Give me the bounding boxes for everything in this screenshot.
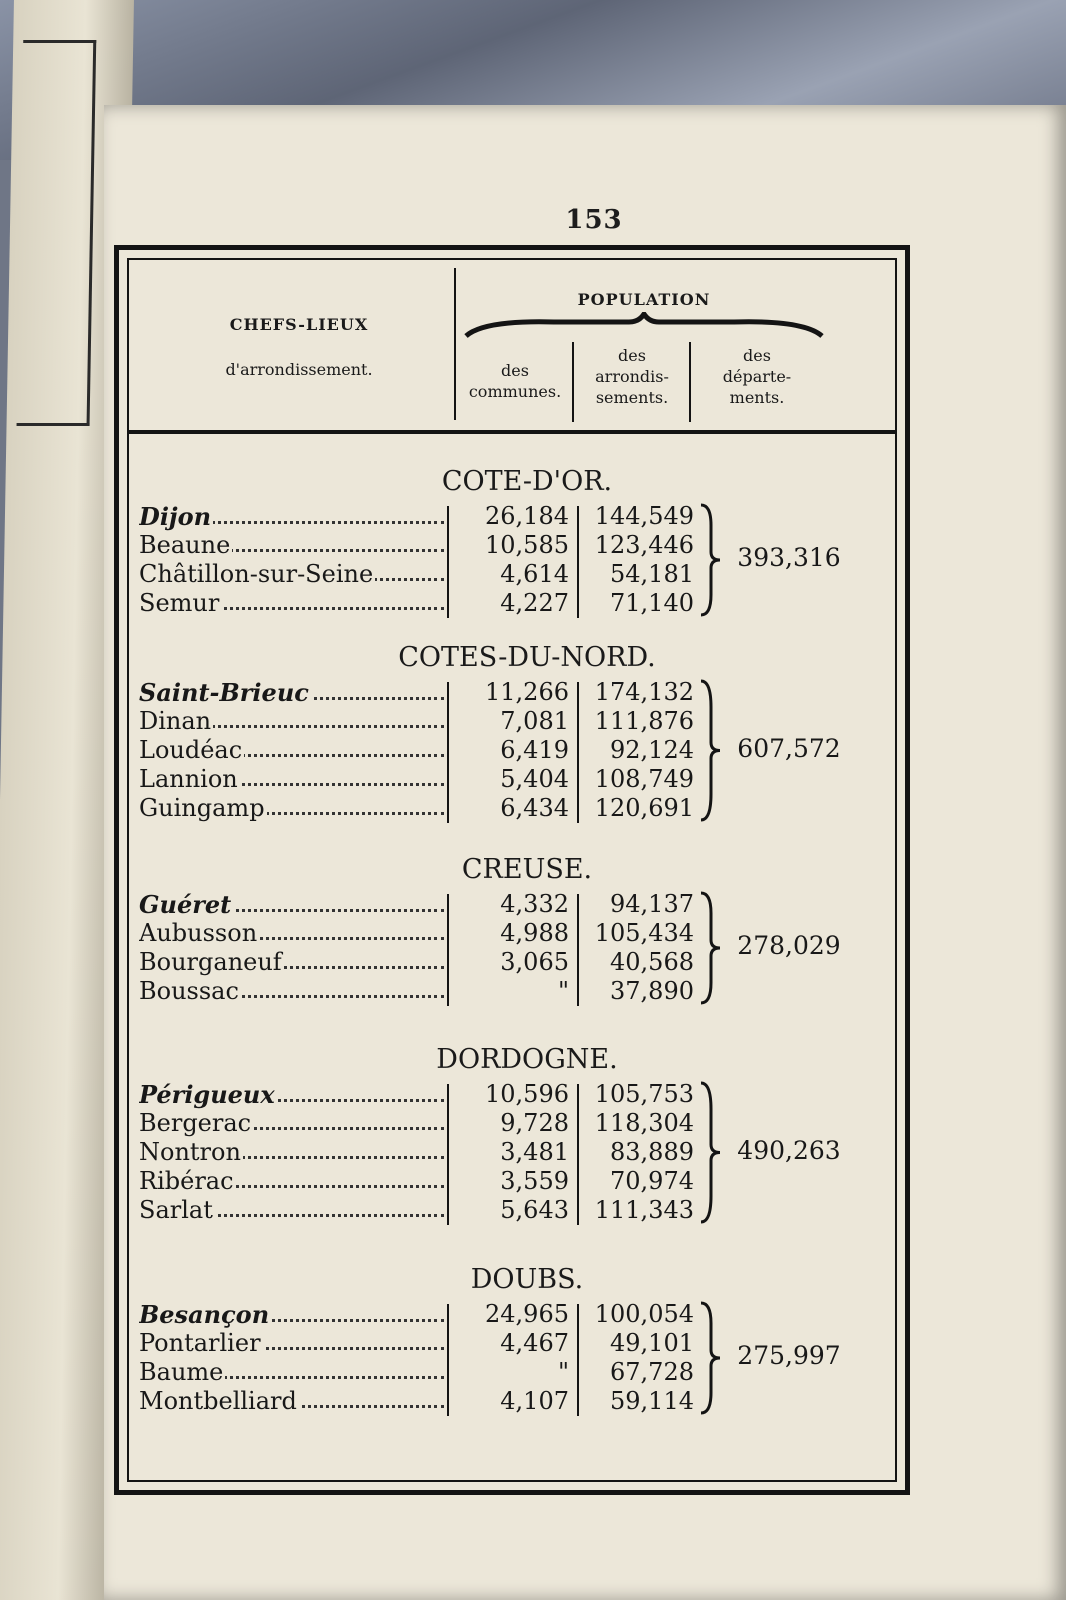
arrondissement-name: Beaune xyxy=(139,531,444,560)
population-arrondissement: 49,101 xyxy=(610,1329,694,1357)
population-arrondissement: 100,054 xyxy=(594,1300,694,1328)
table-row xyxy=(129,890,895,919)
curly-brace-icon xyxy=(697,890,723,1006)
population-arrondissement: 123,446 xyxy=(594,531,694,559)
header-col-divider xyxy=(689,342,691,422)
department-total: 490,263 xyxy=(737,1135,841,1165)
column-divider xyxy=(577,1304,579,1416)
header-arrondissements: des arrondis- sements. xyxy=(595,346,669,407)
header-divider xyxy=(454,268,456,420)
arrondissement-name: Baume xyxy=(139,1358,444,1387)
population-communes: " xyxy=(557,1358,569,1386)
population-communes: 3,559 xyxy=(500,1167,569,1195)
arrondissement-name: Guingamp xyxy=(139,794,444,823)
department-total: 275,997 xyxy=(737,1341,841,1370)
department-rows xyxy=(129,1080,895,1231)
arrondissement-name: Guéret xyxy=(139,890,444,920)
population-arrondissement: 111,876 xyxy=(594,707,694,735)
arrondissement-name: Dijon xyxy=(139,502,444,532)
department-title: DORDOGNE. xyxy=(436,1044,618,1075)
facing-page-frame xyxy=(17,40,97,426)
population-arrondissement: 71,140 xyxy=(610,589,694,617)
population-communes: 4,467 xyxy=(500,1329,569,1357)
table-frame xyxy=(114,245,910,1495)
table-row xyxy=(129,1387,895,1416)
population-arrondissement: 54,181 xyxy=(610,560,694,588)
population-arrondissement: 105,753 xyxy=(594,1080,694,1108)
arrondissement-name: Boussac xyxy=(139,977,444,1006)
population-arrondissement: 94,137 xyxy=(610,890,694,918)
arrondissement-name: Besançon xyxy=(139,1300,444,1330)
population-arrondissement: 118,304 xyxy=(594,1109,694,1137)
arrondissement-name: Lannion xyxy=(139,765,444,794)
population-communes: 9,728 xyxy=(500,1109,569,1137)
table-row xyxy=(129,589,895,618)
table-row xyxy=(129,765,895,794)
column-divider xyxy=(447,506,449,618)
header-arrondissement: d'arrondissement. xyxy=(225,360,373,379)
population-communes: 10,585 xyxy=(485,531,569,559)
department-title: COTES-DU-NORD. xyxy=(398,642,656,673)
header-col-divider xyxy=(572,342,574,422)
table-row xyxy=(129,678,895,707)
curly-brace-icon xyxy=(697,678,723,823)
department-rows xyxy=(129,1300,895,1422)
page-number: 153 xyxy=(565,205,623,235)
arrondissement-name: Sarlat xyxy=(139,1196,444,1225)
department-section xyxy=(129,1260,895,1422)
population-arrondissement: 174,132 xyxy=(594,678,694,706)
table-row xyxy=(129,794,895,823)
arrondissement-name: Nontron xyxy=(139,1138,444,1167)
population-arrondissement: 105,434 xyxy=(594,919,694,947)
arrondissement-name: Ribérac xyxy=(139,1167,444,1196)
arrondissement-name: Bergerac xyxy=(139,1109,444,1138)
population-communes: 24,965 xyxy=(485,1300,569,1328)
department-section xyxy=(129,1040,895,1231)
population-communes: 5,404 xyxy=(500,765,569,793)
department-total: 393,316 xyxy=(737,543,841,572)
header-chefs-lieux: CHEFS-LIEUX xyxy=(229,315,369,334)
population-arrondissement: 144,549 xyxy=(594,502,694,530)
curly-brace-icon xyxy=(697,1300,723,1416)
population-communes: 4,332 xyxy=(500,890,569,918)
department-total: 607,572 xyxy=(737,733,841,763)
population-communes: 4,614 xyxy=(500,560,569,588)
population-communes: 26,184 xyxy=(485,502,569,530)
arrondissement-name: Semur xyxy=(139,589,444,618)
department-title: COTE-D'OR. xyxy=(441,466,613,497)
population-arrondissement: 37,890 xyxy=(610,977,694,1005)
arrondissement-name: Loudéac xyxy=(139,736,444,765)
column-divider xyxy=(577,506,579,618)
department-rows xyxy=(129,502,895,624)
table-row xyxy=(129,502,895,531)
header-population: POPULATION xyxy=(577,290,711,309)
arrondissement-name: Dinan xyxy=(139,707,444,736)
arrondissement-name: Montbelliard xyxy=(139,1387,444,1416)
department-rows xyxy=(129,678,895,829)
column-divider xyxy=(447,1084,449,1225)
population-arrondissement: 67,728 xyxy=(610,1358,694,1386)
population-arrondissement: 83,889 xyxy=(610,1138,694,1166)
population-communes: 7,081 xyxy=(500,707,569,735)
population-arrondissement: 59,114 xyxy=(610,1387,694,1415)
header-rule xyxy=(129,430,895,434)
header-departements: des départe- ments. xyxy=(722,346,792,407)
population-communes: 5,643 xyxy=(500,1196,569,1224)
population-communes: 10,596 xyxy=(485,1080,569,1108)
population-communes: " xyxy=(557,977,569,1005)
arrondissement-name: Bourganeuf xyxy=(139,948,444,977)
table-row xyxy=(129,1080,895,1109)
population-arrondissement: 108,749 xyxy=(594,765,694,793)
department-section xyxy=(129,638,895,829)
arrondissement-name: Châtillon-sur-Seine xyxy=(139,560,444,589)
department-title: DOUBS. xyxy=(470,1264,584,1295)
arrondissement-name: Périgueux xyxy=(139,1080,444,1110)
department-section xyxy=(129,462,895,624)
table-row xyxy=(129,707,895,736)
population-communes: 4,107 xyxy=(500,1387,569,1415)
book-page xyxy=(104,105,1066,1600)
population-arrondissement: 111,343 xyxy=(594,1196,694,1224)
curly-brace-icon xyxy=(697,502,723,618)
column-divider xyxy=(447,1304,449,1416)
population-communes: 11,266 xyxy=(485,678,569,706)
column-divider xyxy=(577,894,579,1006)
department-total: 278,029 xyxy=(737,931,841,960)
arrondissement-name: Pontarlier xyxy=(139,1329,444,1358)
arrondissement-name: Saint-Brieuc xyxy=(139,678,444,708)
department-section xyxy=(129,850,895,1012)
population-brace-icon xyxy=(464,312,824,342)
population-arrondissement: 92,124 xyxy=(610,736,694,764)
population-communes: 4,988 xyxy=(500,919,569,947)
column-divider xyxy=(577,1084,579,1225)
table-row xyxy=(129,1167,895,1196)
population-communes: 4,227 xyxy=(500,589,569,617)
curly-brace-icon xyxy=(697,1080,723,1225)
population-arrondissement: 40,568 xyxy=(610,948,694,976)
population-arrondissement: 120,691 xyxy=(594,794,694,822)
table-row xyxy=(129,1300,895,1329)
population-arrondissement: 70,974 xyxy=(610,1167,694,1195)
header-communes: des communes. xyxy=(468,361,562,401)
column-divider xyxy=(577,682,579,823)
table-row xyxy=(129,1196,895,1225)
population-communes: 3,481 xyxy=(500,1138,569,1166)
population-communes: 3,065 xyxy=(500,948,569,976)
table-row xyxy=(129,977,895,1006)
arrondissement-name: Aubusson xyxy=(139,919,444,948)
table-inner-frame xyxy=(127,258,897,1482)
department-rows xyxy=(129,890,895,1012)
population-communes: 6,419 xyxy=(500,736,569,764)
table-row xyxy=(129,1109,895,1138)
department-title: CREUSE. xyxy=(461,854,593,885)
population-communes: 6,434 xyxy=(500,794,569,822)
column-divider xyxy=(447,682,449,823)
column-divider xyxy=(447,894,449,1006)
